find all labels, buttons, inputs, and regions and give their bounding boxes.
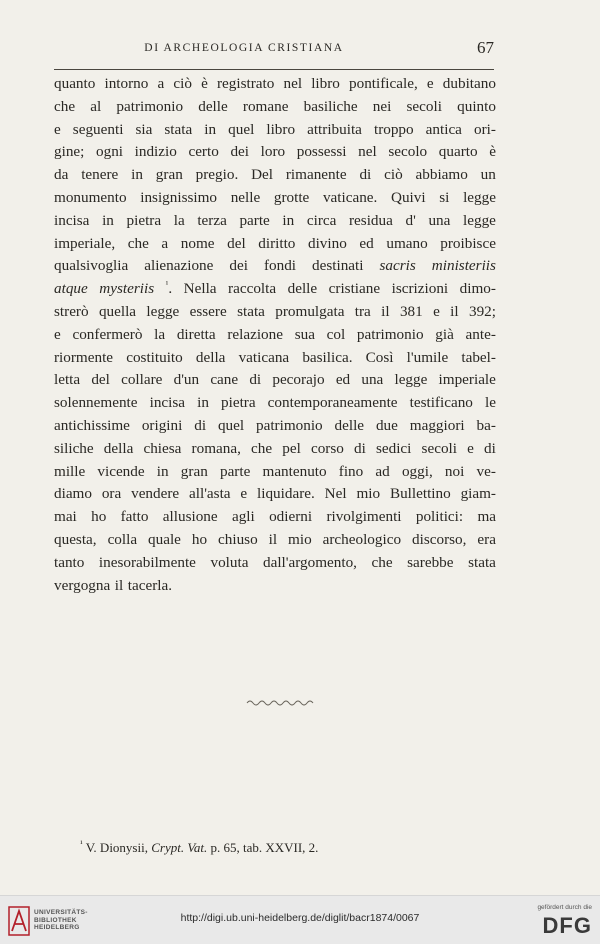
word: politici:: [415, 508, 464, 526]
word: fondi: [263, 257, 297, 275]
word: in: [204, 120, 217, 138]
word: incisa: [149, 394, 186, 412]
text-line: [54, 233, 496, 256]
word: del: [91, 371, 110, 389]
word: Nella: [183, 280, 217, 298]
word: stata: [237, 302, 265, 320]
word: quinto: [457, 97, 496, 115]
header-rule: [54, 69, 494, 70]
page-header: [54, 38, 494, 64]
word: e: [240, 485, 248, 503]
word: Bullettino: [389, 485, 451, 503]
word: atque: [54, 280, 88, 298]
word: mio: [356, 485, 381, 503]
word: rimanente: [285, 166, 347, 184]
word: il: [450, 302, 459, 320]
word: del: [227, 234, 246, 252]
word: antica: [425, 120, 462, 138]
word: Del: [251, 166, 274, 184]
word: ante-: [465, 325, 496, 343]
word: divino: [307, 234, 347, 252]
word: basilica.: [302, 348, 353, 366]
word: stata: [164, 120, 193, 138]
word: un: [480, 166, 496, 184]
word: tabel-: [461, 348, 496, 366]
word: corso: [310, 439, 344, 457]
word: confermerò: [72, 325, 143, 343]
text-line: [54, 392, 496, 415]
text-line: [54, 278, 496, 301]
funded-by-label: gefördert durch die: [537, 904, 592, 911]
word: collare: [121, 371, 163, 389]
word: di: [484, 439, 496, 457]
word: indizio: [134, 143, 177, 161]
word: Quivi: [391, 188, 426, 206]
word: e: [426, 75, 434, 92]
text-line: [54, 369, 496, 392]
word: mantenuto: [262, 462, 327, 480]
word: ora: [101, 485, 122, 503]
word: siliche: [54, 439, 94, 457]
word: le: [484, 394, 496, 412]
word: ve-: [476, 462, 496, 480]
word: delle: [287, 280, 318, 298]
word: che: [371, 553, 393, 571]
word: patrimonio: [356, 325, 424, 343]
text-line: [54, 141, 496, 164]
word: grotte: [273, 188, 310, 206]
word: diamo: [54, 485, 92, 503]
word: troppo: [373, 120, 414, 138]
word: essere: [189, 302, 227, 320]
word: che: [251, 439, 273, 457]
word: che: [127, 234, 149, 252]
word: 381: [399, 302, 423, 320]
text-line: [54, 506, 496, 529]
word: oggi,: [401, 462, 433, 480]
word: origini: [141, 416, 183, 434]
footnote-author: V. Dionysii,: [85, 840, 148, 855]
word: strerò: [54, 302, 89, 320]
text-line: [54, 575, 496, 598]
word: odierni: [269, 508, 313, 526]
word: vaticane.: [322, 188, 378, 206]
word: tenere: [81, 166, 119, 184]
word: vicende: [97, 462, 145, 480]
word: pecorajo: [272, 371, 325, 389]
word: libro: [311, 75, 340, 92]
text-line: [54, 415, 496, 438]
text-line: [54, 164, 496, 187]
word: legge: [146, 302, 180, 320]
word: qualsivoglia: [54, 257, 129, 275]
word: nel: [283, 75, 303, 92]
word: Così: [365, 348, 394, 366]
word: dall'argomento,: [262, 553, 357, 571]
word: pel: [282, 439, 301, 457]
word: in: [156, 462, 169, 480]
word: fatto: [120, 508, 149, 526]
word: legge: [463, 211, 496, 229]
word: romane: [242, 97, 289, 115]
page-number: 67: [477, 38, 494, 57]
text-line: [54, 96, 496, 119]
word: fino: [338, 462, 364, 480]
permalink-url[interactable]: http://digi.ub.uni-heidelberg.de/diglit/bacr1874/0067: [180, 912, 420, 924]
word: nel: [358, 143, 377, 161]
word: inesorabilmente: [98, 553, 196, 571]
word: ogni: [96, 143, 124, 161]
word: la: [173, 211, 185, 229]
word: cristiane: [328, 280, 381, 298]
word: pregio.: [195, 166, 239, 184]
word: patrimonio: [116, 97, 184, 115]
word: alienazione: [144, 257, 214, 275]
word: discorso,: [412, 530, 467, 548]
word: agli: [231, 508, 255, 526]
word: quarto: [438, 143, 478, 161]
word: quanto: [54, 75, 96, 92]
word: cane: [210, 371, 239, 389]
word: d'un: [173, 371, 200, 389]
word: promulgata: [275, 302, 345, 320]
word: abbiamo: [415, 166, 468, 184]
word: parte: [219, 462, 251, 480]
word: mio: [288, 530, 312, 548]
footnote-title-2: Vat.: [187, 840, 208, 855]
word: d': [405, 211, 416, 229]
word: colla: [107, 530, 138, 548]
word: a: [157, 75, 165, 92]
word: ad: [375, 462, 390, 480]
word: sia: [135, 120, 153, 138]
word: mai: [54, 508, 77, 526]
word: dei: [230, 143, 249, 161]
text-line: [54, 210, 496, 233]
word: legge: [463, 188, 496, 206]
word: dei: [229, 257, 248, 275]
word: tra: [354, 302, 371, 320]
text-line: [54, 483, 496, 506]
word: sua: [294, 325, 315, 343]
word: certo: [188, 143, 219, 161]
word: mysteriis: [99, 280, 155, 298]
word: delle: [334, 416, 365, 434]
word: $^{^1}$.: [165, 279, 173, 298]
word: ho: [91, 508, 107, 526]
word: due: [375, 416, 398, 434]
word: voluta: [210, 553, 249, 571]
text-line: [54, 301, 496, 324]
word: che: [54, 97, 76, 115]
word: in: [197, 394, 209, 412]
word: nelle: [230, 188, 261, 206]
word: contemporaneamente: [267, 394, 398, 412]
word: iscrizioni: [391, 280, 449, 298]
word: ciò: [384, 166, 403, 184]
word: stata: [468, 553, 496, 571]
word: relazione: [227, 325, 283, 343]
word: monumento: [54, 188, 127, 206]
word: pontificale,: [349, 75, 418, 92]
word: l'umile: [406, 348, 449, 366]
word: vergogna: [54, 576, 111, 594]
word: destinati: [312, 257, 364, 275]
word: da: [54, 166, 69, 184]
word: registrato: [216, 75, 275, 92]
word: ho: [191, 530, 208, 548]
word: è: [201, 75, 208, 92]
word: allusione: [162, 508, 218, 526]
word: giam-: [460, 485, 496, 503]
word: e: [54, 325, 61, 343]
word: imperiale: [438, 371, 496, 389]
word: sacris: [379, 257, 416, 275]
word: solennemente: [54, 394, 138, 412]
word: sedici: [375, 439, 412, 457]
text-line: [54, 73, 496, 96]
word: loro: [260, 143, 286, 161]
word: seguenti: [72, 120, 124, 138]
text-line: [54, 461, 496, 484]
word: una: [361, 371, 384, 389]
text-line: [54, 119, 496, 142]
word: liquidare.: [257, 485, 315, 503]
word: della: [103, 439, 134, 457]
running-title: DI ARCHEOLOGIA CRISTIANA: [144, 42, 344, 54]
word: al: [90, 97, 102, 115]
word: in: [282, 211, 295, 229]
word: costituito: [126, 348, 183, 366]
word: proibisce: [440, 234, 496, 252]
word: di: [249, 371, 262, 389]
word: pietra: [126, 211, 162, 229]
word: il: [268, 530, 278, 548]
word: a: [161, 234, 169, 252]
word: letta: [54, 371, 81, 389]
word: noi: [444, 462, 465, 480]
word: col: [326, 325, 346, 343]
word: diretta: [176, 325, 216, 343]
word: di: [194, 416, 207, 434]
word: e: [54, 120, 61, 138]
word: riormente: [54, 348, 114, 366]
word: chiuso: [218, 530, 258, 548]
word: di: [354, 439, 366, 457]
word: 392;: [468, 302, 496, 320]
word: terza: [197, 211, 227, 229]
word: ministeriis: [431, 257, 496, 275]
word: questa,: [54, 530, 97, 548]
word: raccolta: [228, 280, 277, 298]
text-line: [54, 438, 496, 461]
word: sarebbe: [407, 553, 454, 571]
word: è: [489, 143, 496, 161]
library-name: UNIVERSITÄTS- BIBLIOTHEK HEIDELBERG: [34, 909, 88, 931]
word: residua: [349, 211, 393, 229]
word: rivolgimenti: [326, 508, 402, 526]
text-line: [54, 347, 496, 370]
word: e: [433, 302, 440, 320]
dfg-logo: DFG: [542, 913, 592, 938]
word: della: [195, 348, 226, 366]
word: ciò: [173, 75, 192, 92]
text-line: [54, 529, 496, 552]
word: tanto: [54, 553, 85, 571]
word: di: [359, 166, 372, 184]
word: ba-: [476, 416, 496, 434]
word: secoli: [421, 439, 457, 457]
word: il: [381, 302, 390, 320]
word: ed: [359, 234, 374, 252]
word: parte: [239, 211, 270, 229]
word: vaticana: [238, 348, 290, 366]
word: antichissime: [54, 416, 130, 434]
word: attribuita: [307, 120, 362, 138]
word: era: [477, 530, 496, 548]
word: secolo: [388, 143, 428, 161]
body-text: [54, 73, 496, 597]
text-line: [54, 552, 496, 575]
word: circa: [306, 211, 337, 229]
word: maggiori: [409, 416, 465, 434]
word: ori-: [473, 120, 496, 138]
word: tacerla.: [127, 576, 173, 594]
word: nome: [180, 234, 215, 252]
word: dimo-: [459, 280, 496, 298]
word: e: [467, 439, 474, 457]
word: basiliche: [303, 97, 358, 115]
word: patrimonio: [255, 416, 323, 434]
word: secoli: [406, 97, 442, 115]
word: intorno: [104, 75, 149, 92]
word: ed: [335, 371, 351, 389]
word: in: [102, 211, 114, 229]
word: quel: [217, 416, 245, 434]
word: vendere: [131, 485, 180, 503]
word: nei: [372, 97, 392, 115]
word: quella: [98, 302, 137, 320]
word: mille: [54, 462, 86, 480]
word: una: [428, 211, 451, 229]
word: gran: [180, 462, 208, 480]
word: archeologico: [322, 530, 402, 548]
word: insignissimo: [140, 188, 218, 206]
footnote-reference: p. 65, tab. XXVII, 2.: [210, 840, 319, 855]
word: testificano: [409, 394, 473, 412]
word: delle: [198, 97, 228, 115]
digitization-footer: [0, 895, 600, 944]
word: chiesa: [143, 439, 182, 457]
word: diritto: [258, 234, 296, 252]
word: Nel: [324, 485, 347, 503]
word: pietra: [221, 394, 256, 412]
word: legge: [394, 371, 428, 389]
footnote-title-1: Crypt.: [151, 840, 185, 855]
word: il: [114, 576, 124, 594]
word: gine;: [54, 143, 85, 161]
footnote: [80, 840, 318, 856]
word: possessi: [296, 143, 347, 161]
word: ma: [477, 508, 496, 526]
word: in: [131, 166, 143, 184]
word: la: [154, 325, 166, 343]
footnote-marker: ¹: [80, 838, 83, 849]
word: umano: [386, 234, 428, 252]
section-end-ornament: [245, 698, 315, 708]
word: imperiale,: [54, 234, 116, 252]
text-line: [54, 324, 496, 347]
word: all'asta: [189, 485, 231, 503]
text-line: [54, 187, 496, 210]
word: romana,: [191, 439, 241, 457]
word: quale: [148, 530, 181, 548]
word: si: [439, 188, 450, 206]
word: gran: [155, 166, 183, 184]
text-line: [54, 255, 496, 278]
word: già: [435, 325, 454, 343]
word: libro: [266, 120, 296, 138]
word: dubitano: [442, 75, 496, 92]
word: incisa: [54, 211, 90, 229]
word: quel: [228, 120, 255, 138]
